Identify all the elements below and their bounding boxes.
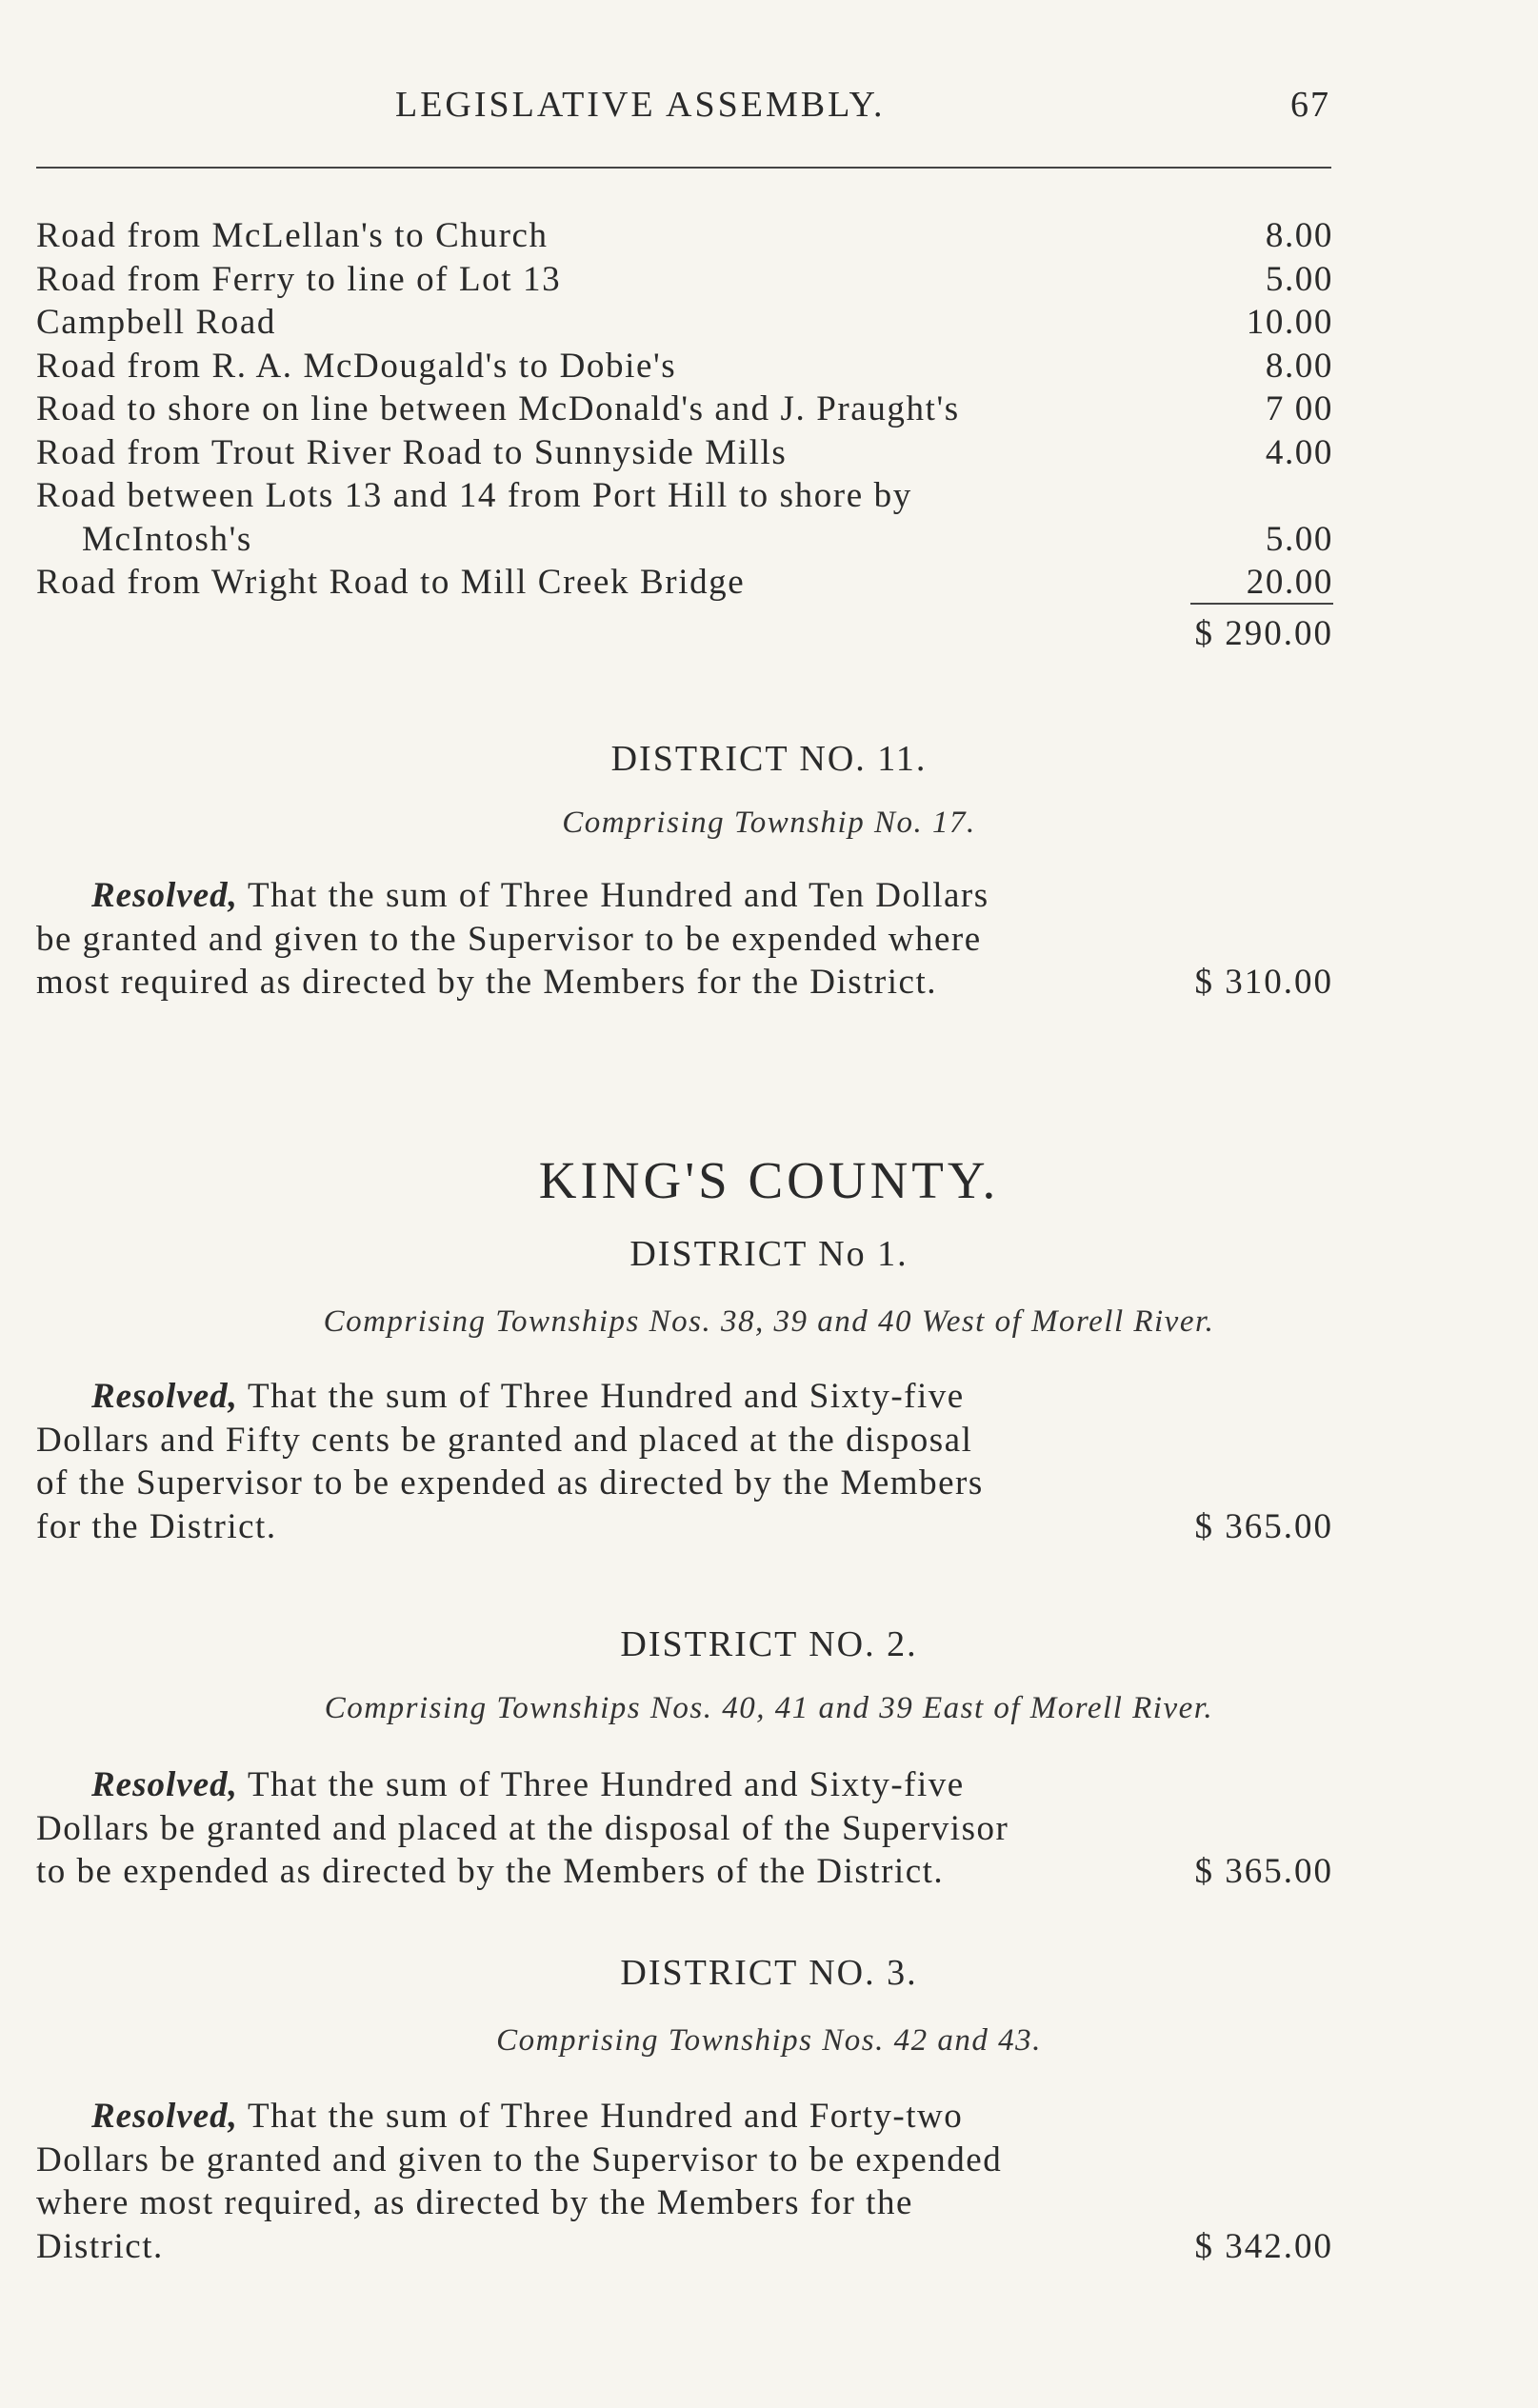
resolution-amount: $ 310.00 xyxy=(1194,963,1333,1002)
road-amount: 8.00 xyxy=(1265,346,1333,386)
road-name: Campbell Road xyxy=(36,303,277,342)
road-name: Road from Ferry to line of Lot 13 xyxy=(36,259,562,299)
resolution-line xyxy=(36,961,1333,1005)
resolution-line xyxy=(36,1763,1333,1807)
road-appropriation-list xyxy=(36,214,1333,655)
resolution-text: That the sum of Three Hundred and Sixty-five xyxy=(247,1377,965,1416)
list-item xyxy=(36,518,1333,562)
road-amount: 4.00 xyxy=(1265,432,1333,472)
road-name: Road from Trout River Road to Sunnyside Mills xyxy=(36,432,788,472)
resolution-line xyxy=(36,2095,1333,2139)
road-total: $ 290.00 xyxy=(1194,614,1333,653)
resolution-text: be granted and given to the Supervisor to be expended where xyxy=(36,919,982,959)
road-name: Road to shore on line between McDonald's and J. Praught's xyxy=(36,389,960,428)
list-item xyxy=(36,474,1333,518)
district-2-heading: DISTRICT NO. 2. xyxy=(620,1624,918,1664)
running-header xyxy=(0,84,1538,141)
resolution-line xyxy=(36,1462,1333,1505)
road-name: Road from R. A. McDougald's to Dobie's xyxy=(36,346,677,386)
road-name: Road between Lots 13 and 14 from Port Hill to shore by xyxy=(36,476,912,515)
resolution-line xyxy=(36,2139,1333,2182)
road-name: McIntosh's xyxy=(82,519,252,559)
district-3-subheading: Comprising Townships Nos. 42 and 43. xyxy=(496,2023,1042,2058)
resolution-text: where most required, as directed by the Members for the xyxy=(36,2183,913,2222)
district-11-subheading: Comprising Township No. 17. xyxy=(562,806,976,840)
resolution-text: of the Supervisor to be expended as directed by the Members xyxy=(36,1463,984,1503)
list-item xyxy=(36,214,1333,258)
road-amount: 7 00 xyxy=(1265,389,1333,428)
resolution-amount: $ 365.00 xyxy=(1194,1506,1333,1546)
district-2-resolution xyxy=(36,1763,1333,1894)
header-rule xyxy=(36,167,1331,169)
road-amount: 5.00 xyxy=(1265,259,1333,299)
resolution-line xyxy=(36,1807,1333,1851)
district-3-resolution xyxy=(36,2095,1333,2268)
list-item xyxy=(36,345,1333,388)
resolution-text: District. xyxy=(36,2226,164,2266)
list-item xyxy=(36,388,1333,431)
district-1-resolution xyxy=(36,1375,1333,1548)
resolution-line xyxy=(36,918,1333,962)
resolution-text: That the sum of Three Hundred and Ten Dollars xyxy=(247,876,989,915)
district-2-subheading: Comprising Townships Nos. 40, 41 and 39 East of Morell River. xyxy=(324,1691,1214,1725)
resolution-line xyxy=(36,2225,1333,2269)
resolution-text: Dollars be granted and placed at the disposal of the Supervisor xyxy=(36,1808,1009,1848)
resolution-line xyxy=(36,1850,1333,1894)
district-1-heading: DISTRICT No 1. xyxy=(629,1234,909,1274)
road-amount: 10.00 xyxy=(1246,303,1333,342)
list-item xyxy=(36,431,1333,475)
resolution-text: That the sum of Three Hundred and Sixty-five xyxy=(247,1765,965,1804)
resolution-text: most required as directed by the Members for the District. xyxy=(36,963,937,1002)
district-11-heading: DISTRICT NO. 11. xyxy=(610,739,928,779)
road-amount: 20.00 xyxy=(1190,563,1333,605)
resolution-line xyxy=(36,1375,1333,1419)
county-title: KING'S COUNTY. xyxy=(538,1151,1000,1209)
district-1-subheading: Comprising Townships Nos. 38, 39 and 40 West of Morell River. xyxy=(323,1304,1215,1339)
district-3-heading: DISTRICT NO. 3. xyxy=(620,1953,918,1993)
resolution-text: to be expended as directed by the Members of the District. xyxy=(36,1852,945,1891)
resolution-line xyxy=(36,1505,1333,1549)
resolved-word: Resolved, xyxy=(91,1377,238,1416)
resolution-line xyxy=(36,1419,1333,1463)
resolution-line xyxy=(36,874,1333,918)
resolved-word: Resolved, xyxy=(91,876,238,915)
list-item xyxy=(36,258,1333,302)
resolution-amount: $ 342.00 xyxy=(1194,2226,1333,2266)
resolution-line xyxy=(36,2181,1333,2225)
road-name: Road from McLellan's to Church xyxy=(36,216,549,255)
resolved-word: Resolved, xyxy=(91,1765,238,1804)
resolution-amount: $ 365.00 xyxy=(1194,1852,1333,1891)
road-name: Road from Wright Road to Mill Creek Bridge xyxy=(36,563,746,602)
resolution-text: Dollars and Fifty cents be granted and placed at the disposal xyxy=(36,1420,973,1460)
resolution-text: for the District. xyxy=(36,1506,277,1546)
page-number: 67 xyxy=(1290,85,1330,125)
resolution-text: Dollars be granted and given to the Supervisor to be expended xyxy=(36,2139,1003,2179)
running-title: LEGISLATIVE ASSEMBLY. xyxy=(395,85,886,125)
list-item xyxy=(36,561,1333,605)
resolution-text: That the sum of Three Hundred and Forty-two xyxy=(247,2097,964,2136)
road-amount: 8.00 xyxy=(1265,216,1333,255)
district-11-resolution xyxy=(36,874,1333,1005)
list-item xyxy=(36,301,1333,345)
resolved-word: Resolved, xyxy=(91,2097,238,2136)
road-amount: 5.00 xyxy=(1265,519,1333,559)
